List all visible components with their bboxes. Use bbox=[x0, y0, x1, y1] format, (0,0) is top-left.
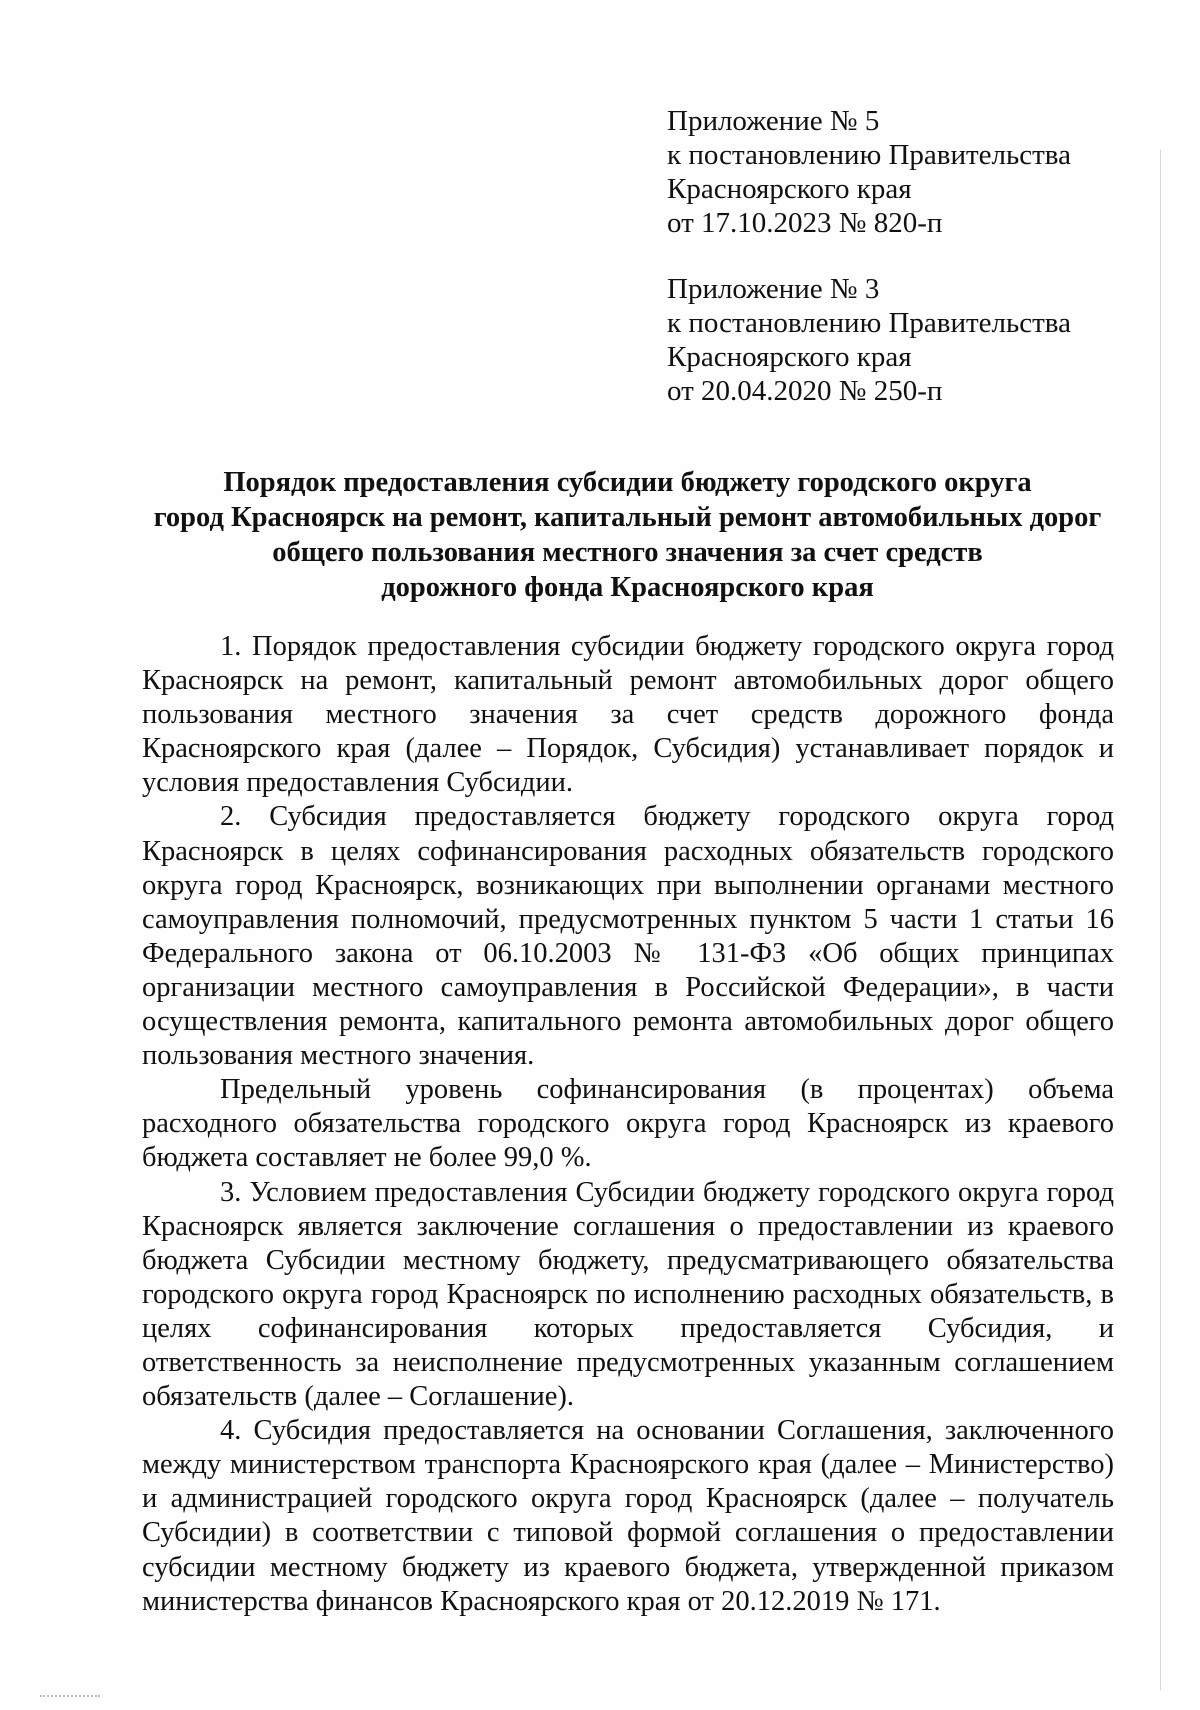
appendix-reference: к постановлению Правительства bbox=[667, 139, 1071, 171]
appendix-reference: к постановлению Правительства bbox=[667, 307, 1071, 339]
document-body bbox=[142, 630, 1114, 1619]
title-line: город Красноярск на ремонт, капитальный ремонт автомобильных дорог bbox=[153, 502, 1102, 533]
title-line: дорожного фонда Красноярского края bbox=[381, 572, 874, 603]
document-title bbox=[140, 465, 1115, 605]
scan-artifact bbox=[40, 1695, 100, 1700]
paragraph-2-cofinancing: Предельный уровень софинансирования (в процентах) объема расходного обязательства городского округа город Красноярск из краевого бюджета составляет не более 99,0 %. bbox=[142, 1074, 1114, 1174]
scan-edge-line bbox=[1160, 150, 1161, 1690]
paragraph-3: 3. Условием предоставления Субсидии бюджету городского округа город Красноярск является заключение соглашения о предоставлении из краевого бюджета Субсидии местному бюджету, предусматривающего обязательства городского округа город Красноярск по исполнению расходных обязательств, в целях софинансирования которых предоставляется Субсидия, и ответственность за неисполнение предусмотренных указанным соглашением обязательств (далее – Соглашение). bbox=[142, 1176, 1114, 1413]
appendix-number: Приложение № 3 bbox=[667, 273, 880, 305]
paragraph-4: 4. Субсидия предоставляется на основании Соглашения, заключенного между министерством транспорта Красноярского края (далее – Министерство) и администрацией городского округа город Красноярск (далее – получатель Субсидии) в соответствии с типовой формой соглашения о предоставлении субсидии местному бюджету из краевого бюджета, утвержденной приказом министерства финансов Красноярского края от 20.12.2019 № 171. bbox=[142, 1415, 1114, 1617]
appendix-header-current bbox=[667, 104, 1147, 240]
appendix-date: от 20.04.2020 № 250-п bbox=[667, 375, 943, 407]
appendix-number: Приложение № 5 bbox=[667, 105, 880, 137]
paragraph-1: 1. Порядок предоставления субсидии бюджету городского округа город Красноярск на ремонт, капитальный ремонт автомобильных дорог общего пользования местного значения за счет средств дорожного фонда Красноярского края (далее – Порядок, Субсидия) устанавливает порядок и условия предоставления Субсидии. bbox=[142, 631, 1114, 799]
appendix-date: от 17.10.2023 № 820-п bbox=[667, 207, 943, 239]
title-line: Порядок предоставления субсидии бюджету городского округа bbox=[223, 467, 1032, 498]
appendix-region: Красноярского края bbox=[667, 173, 912, 205]
appendix-region: Красноярского края bbox=[667, 341, 912, 373]
appendix-header-previous bbox=[667, 272, 1147, 408]
paragraph-2: 2. Субсидия предоставляется бюджету городского округа город Красноярск в целях софинансирования расходных обязательств городского округа город Красноярск, возникающих при выполнении органами местного самоуправления полномочий, предусмотренных пунктом 5 части 1 статьи 16 Федерального закона от 06.10.2003 № 131-ФЗ «Об общих принципах организации местного самоуправления в Российской Федерации», в части осуществления ремонта, капитального ремонта автомобильных дорог общего пользования местного значения. bbox=[142, 801, 1114, 1072]
title-line: общего пользования местного значения за счет средств bbox=[272, 537, 983, 568]
